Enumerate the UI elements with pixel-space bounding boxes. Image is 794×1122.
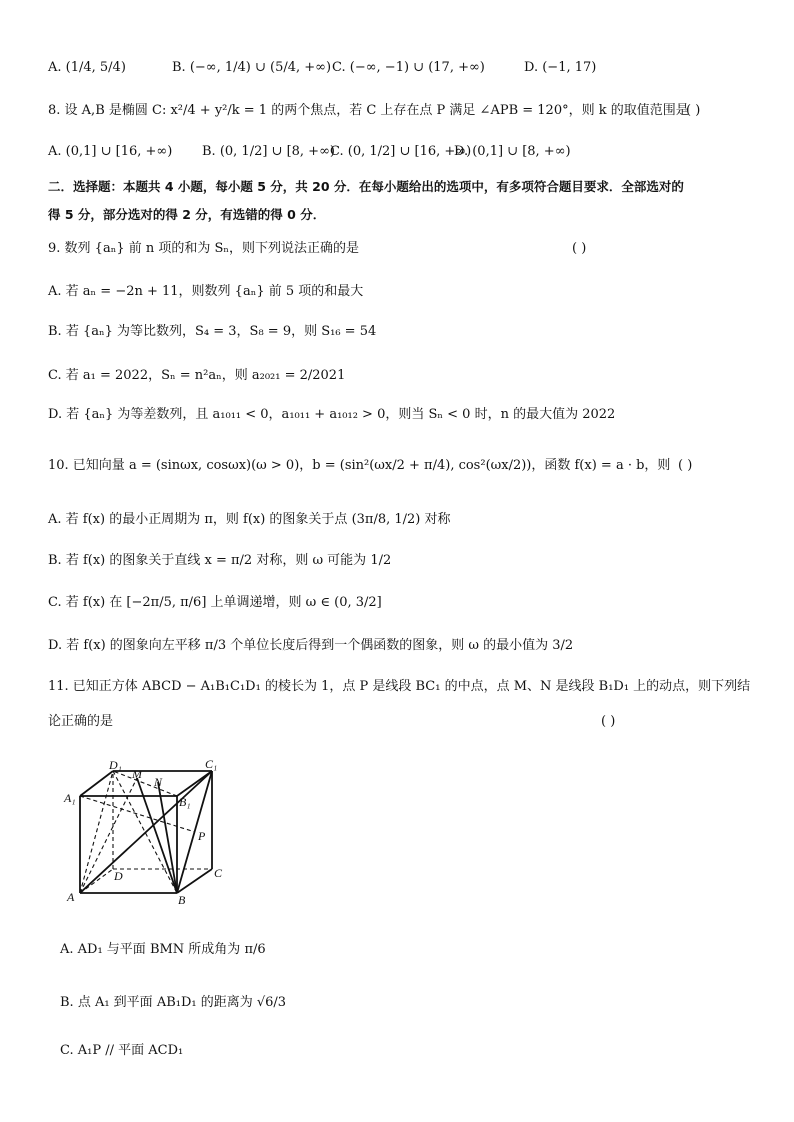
q10-stem: 10. 已知向量 a = (sinωx, cosωx)(ω > 0)，b = (sin²(ωx/2 + π/4), cos²(ωx/2))，函数 f(x) = a · b，则	[48, 458, 671, 473]
section-heading-line1: 二．选择题：本题共 4 小题，每小题 5 分，共 20 分．在每小题给出的选项中，有多项符合题目要求．全部选对的	[48, 179, 684, 194]
label-c1: C₁	[205, 757, 218, 771]
q11-stem-line1: 11. 已知正方体 ABCD − A₁B₁C₁D₁ 的棱长为 1，点 P 是线段 BC₁ 的中点，点 M、N 是线段 B₁D₁ 上的动点，则下列结	[48, 679, 751, 694]
q9-answer-paren: ( )	[572, 241, 587, 256]
q9-stem: 9. 数列 {aₙ} 前 n 项的和为 Sₙ，则下列说法正确的是	[48, 241, 360, 256]
q8-option-d: D. (0,1] ∪ [8, +∞)	[454, 144, 571, 159]
q11-option-a: A. AD₁ 与平面 BMN 所成角为 π/6	[60, 942, 266, 957]
label-b1: B₁	[179, 795, 191, 809]
cube-figure	[60, 755, 240, 905]
edge-a1-d1	[80, 771, 113, 796]
label-m: M	[132, 767, 142, 781]
q7-option-c: C. (−∞, −1) ∪ (17, +∞)	[332, 60, 485, 75]
label-b: B	[178, 893, 186, 905]
q7-option-d: D. (−1, 17)	[524, 60, 597, 75]
q10-option-b: B. 若 f(x) 的图象关于直线 x = π/2 对称，则 ω 可能为 1/2	[48, 553, 392, 568]
label-a: A	[67, 890, 75, 904]
q10-answer-paren: ( )	[678, 458, 693, 473]
q7-option-b: B. (−∞, 1/4) ∪ (5/4, +∞)	[172, 60, 332, 75]
label-a1: A₁	[64, 791, 76, 805]
label-c: C	[214, 866, 223, 880]
q7-option-a: A. (1/4, 5/4)	[48, 60, 126, 75]
q9-option-b: B. 若 {aₙ} 为等比数列，S₄ = 3，S₈ = 9，则 S₁₆ = 54	[48, 324, 377, 339]
q10-option-d: D. 若 f(x) 的图象向左平移 π/3 个单位长度后得到一个偶函数的图象，则 ω 的最小值为 3/2	[48, 638, 574, 653]
q11-answer-paren: ( )	[601, 714, 616, 729]
hidden-segment-a-d1	[80, 771, 113, 893]
q11-option-c: C. A₁P // 平面 ACD₁	[60, 1043, 184, 1058]
hidden-segment-b1-d1	[113, 771, 177, 796]
q11-stem-line2: 论正确的是	[48, 714, 114, 729]
q10-option-a: A. 若 f(x) 的最小正周期为 π，则 f(x) 的图象关于点 (3π/8, 1/2) 对称	[48, 512, 451, 527]
label-d1: D₁	[109, 758, 122, 772]
q11-option-b: B. 点 A₁ 到平面 AB₁D₁ 的距离为 √6/3	[60, 995, 287, 1010]
label-n: N	[154, 775, 163, 789]
q8-option-b: B. (0, 1/2] ∪ [8, +∞)	[202, 144, 335, 159]
q9-option-a: A. 若 aₙ = −2n + 11，则数列 {aₙ} 前 5 项的和最大	[48, 284, 364, 299]
segment-a-c1	[80, 771, 212, 893]
segment-b-n	[158, 782, 177, 893]
q8-stem: 8. 设 A,B 是椭圆 C: x²/4 + y²/k = 1 的两个焦点，若 C 上存在点 P 满足 ∠APB = 120°，则 k 的取值范围是	[48, 103, 689, 118]
q8-option-c: C. (0, 1/2] ∪ [16, +∞)	[330, 144, 472, 159]
label-d: D	[114, 869, 123, 883]
section-heading-line2: 得 5 分，部分选对的得 2 分，有选错的得 0 分．	[48, 207, 326, 222]
q10-option-c: C. 若 f(x) 在 [−2π/5, π/6] 上单调递增，则 ω ∈ (0, 3/2]	[48, 595, 382, 610]
q8-answer-paren: ( )	[686, 103, 701, 118]
q9-option-d: D. 若 {aₙ} 为等差数列，且 a₁₀₁₁ < 0，a₁₀₁₁ + a₁₀₁₂ > 0，则当 Sₙ < 0 时，n 的最大值为 2022	[48, 407, 616, 422]
q9-option-c: C. 若 a₁ = 2022，Sₙ = n²aₙ，则 a₂₀₂₁ = 2/2021	[48, 368, 346, 383]
label-p: P	[198, 829, 206, 843]
q8-option-a: A. (0,1] ∪ [16, +∞)	[48, 144, 173, 159]
